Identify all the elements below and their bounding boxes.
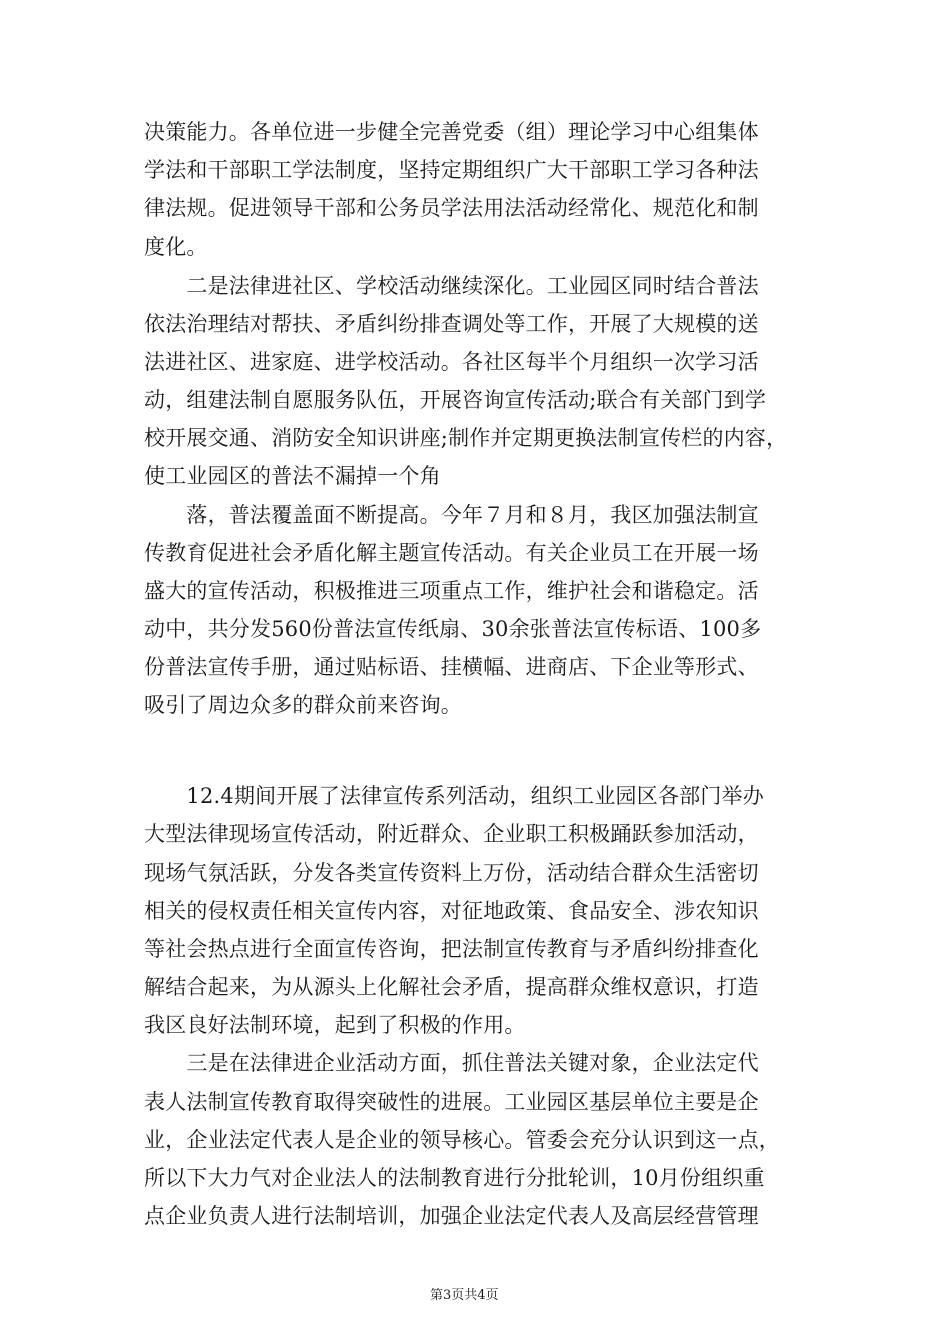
page-number: 第3页共4页 [430, 1288, 499, 1303]
text-line: 动中，共分发560份普法宣传纸扇、30余张普法宣传标语、100多 [144, 617, 762, 641]
text-line: 使工业园区的普法不漏掉一个角 [144, 464, 441, 488]
text-line: 落，普法覆盖面不断提高。今年７月和８月，我区加强法制宣 [144, 503, 759, 527]
text-line: 学法和干部职工学法制度，坚持定期组织广大干部职工学习各种法 [144, 158, 759, 182]
text-line: 我区良好法制环境，起到了积极的作用。 [144, 1013, 526, 1037]
text-line: 依法治理结对帮扶、矛盾纠纷排查调处等工作，开展了大规模的送 [144, 312, 759, 336]
text-line: 解结合起来，为从源头上化解社会矛盾，提高群众维权意识，打造 [144, 975, 759, 999]
text-line: 决策能力。各单位进一步健全完善党委（组）理论学习中心组集体 [144, 120, 759, 144]
text-line: 盛大的宣传活动，积极推进三项重点工作，维护社会和谐稳定。活 [144, 579, 759, 603]
text-line: 12.4期间开展了法律宣传系列活动，组织工业园区各部门举办 [144, 784, 764, 808]
text-line: 表人法制宣传教育取得突破性的进展。工业园区基层单位主要是企 [144, 1090, 759, 1114]
text-line: 等社会热点进行全面宣传咨询，把法制宣传教育与矛盾纠纷排查化 [144, 937, 759, 961]
text-line: 动，组建法制自愿服务队伍，开展咨询宣传活动;联合有关部门到学 [144, 388, 767, 412]
text-line: 三是在法律进企业活动方面，抓住普法关键对象，企业法定代 [144, 1051, 759, 1075]
text-line: 校开展交通、消防安全知识讲座;制作并定期更换法制宣传栏的内容， [144, 426, 788, 450]
text-line: 传教育促进社会矛盾化解主题宣传活动。有关企业员工在开展一场 [144, 541, 759, 565]
text-line: 吸引了周边众多的群众前来咨询。 [144, 693, 462, 717]
text-line: 份普法宣传手册，通过贴标语、挂横幅、进商店、下企业等形式、 [144, 655, 759, 679]
text-line: 二是法律进社区、学校活动继续深化。工业园区同时结合普法 [144, 274, 759, 298]
text-line: 律法规。促进领导干部和公务员学法用法活动经常化、规范化和制 [144, 196, 759, 220]
text-line: 法进社区、进家庭、进学校活动。各社区每半个月组织一次学习活 [144, 350, 759, 374]
text-line: 度化。 [144, 235, 208, 259]
text-line: 相关的侵权责任相关宣传内容，对征地政策、食品安全、涉农知识 [144, 899, 759, 923]
text-line: 所以下大力气对企业法人的法制教育进行分批轮训，10月份组织重 [144, 1166, 765, 1190]
text-line: 大型法律现场宣传活动，附近群众、企业职工积极踊跃参加活动， [144, 822, 759, 846]
text-line: 业，企业法定代表人是企业的领导核心。管委会充分认识到这一点， [144, 1128, 780, 1152]
text-line: 现场气氛活跃，分发各类宣传资料上万份，活动结合群众生活密切 [144, 861, 759, 885]
text-line: 点企业负责人进行法制培训，加强企业法定代表人及高层经营管理 [144, 1204, 759, 1228]
